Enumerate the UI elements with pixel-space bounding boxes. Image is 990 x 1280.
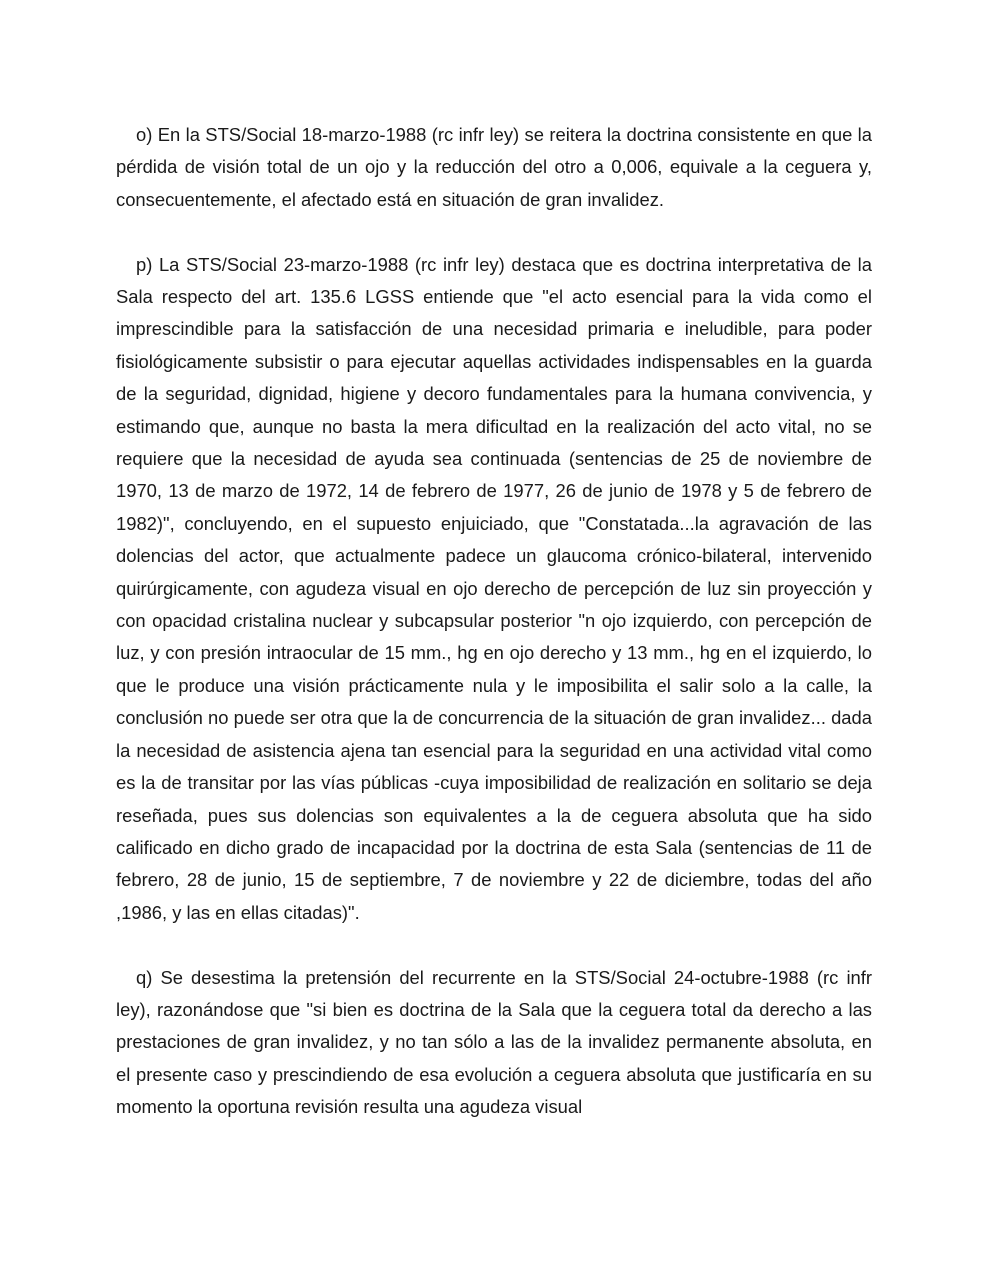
paragraph-q: q) Se desestima la pretensión del recurrente en la STS/Social 24-octubre-1988 (rc infr ley), razonándose que "si bien es doctrina de la Sala que la ceguera total da derecho a las prestaciones de gran invalidez, y no tan sólo a las de la invalidez permanente absoluta, en el presente caso y prescindiendo de esa evolución a ceguera absoluta que justificaría en su momento la oportuna revisión resulta una agudeza visual xyxy=(116,966,872,1118)
document-page xyxy=(116,119,872,1124)
paragraph-o: o) En la STS/Social 18-marzo-1988 (rc infr ley) se reitera la doctrina consistente en que la pérdida de visión total de un ojo y la reducción del otro a 0,006, equivale a la ceguera y, consecuentemente, el afectado está en situación de gran invalidez. xyxy=(116,124,872,210)
paragraph-p: p) La STS/Social 23-marzo-1988 (rc infr ley) destaca que es doctrina interpretativa de la Sala respecto del art. 135.6 LGSS entiende que "el acto esencial para la vida como el imprescindible para la satisfacción de una necesidad primaria e ineludible, para poder fisiológicamente subsistir o para ejecutar aquellas actividades indispensables en la guarda de la seguridad, dignidad, higiene y decoro fundamentales para la humana convivencia, y estimando que, aunque no basta la mera dificultad en la realización del acto vital, no se requiere que la necesidad de ayuda sea continuada (sentencias de 25 de noviembre de 1970, 13 de marzo de 1972, 14 de febrero de 1977, 26 de junio de 1978 y 5 de febrero de 1982)", concluyendo, en el supuesto enjuiciado, que "Constatada...la agravación de las dolencias del actor, que actualmente padece un glaucoma crónico-bilateral, intervenido quirúrgicamente, con agudeza visual en ojo derecho de percepción de luz sin proyección y con opacidad cristalina nuclear y subcapsular posterior "n ojo izquierdo, con percepción de luz, y con presión intraocular de 15 mm., hg en ojo derecho y 13 mm., hg en el izquierdo, lo que le produce una visión prácticamente nula y le imposibilita el salir solo a la calle, la conclusión no puede ser otra que la de concurrencia de la situación de gran invalidez... dada la necesidad de asistencia ajena tan esencial para la seguridad en una actividad vital como es la de transitar por las vías públicas -cuya imposibilidad de realización en solitario se deja reseñada, pues sus dolencias son equivalentes a la de ceguera absoluta que ha sido calificado en dicho grado de incapacidad por la doctrina de esta Sala (sentencias de 11 de febrero, 28 de junio, 15 de septiembre, 7 de noviembre y 22 de diciembre, todas del año ,1986, y las en ellas citadas)". xyxy=(116,253,872,923)
